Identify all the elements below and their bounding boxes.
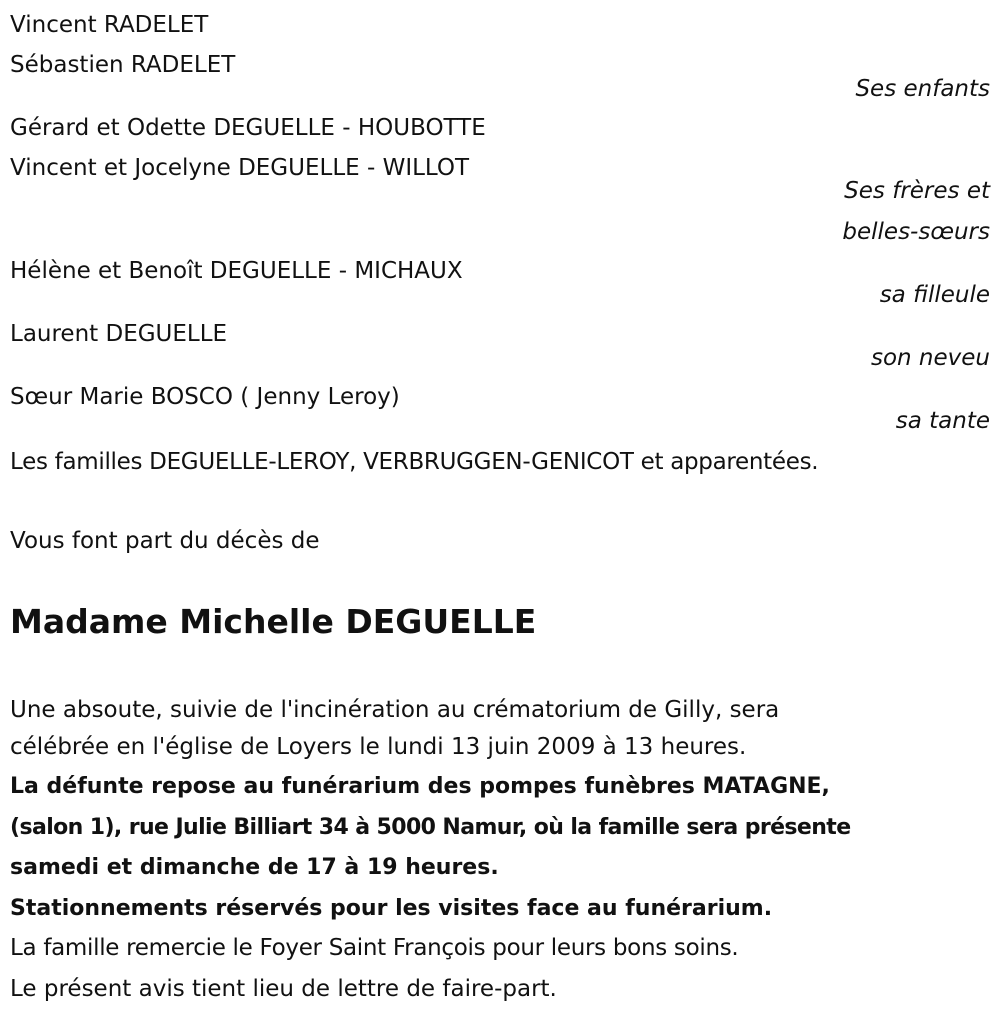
deceased-name: Madame Michelle DEGUELLE xyxy=(10,602,537,641)
details-bold-line: Stationnements réservés pour les visites face au funérarium. xyxy=(10,896,773,921)
relation-label: sa filleule xyxy=(879,282,990,308)
details-bold-line: samedi et dimanche de 17 à 19 heures. xyxy=(10,855,499,880)
goddaughter-name: Hélène et Benoît DEGUELLE - MICHAUX xyxy=(10,258,463,284)
relation-label: belles-sœurs xyxy=(842,219,990,245)
families-line: Les familles DEGUELLE-LEROY, VERBRUGGEN-GENICOT et apparentées. xyxy=(10,449,819,475)
closing-line: La famille remercie le Foyer Saint François pour leurs bons soins. xyxy=(10,935,739,961)
child-name: Vincent RADELET xyxy=(10,12,209,38)
child-name: Sébastien RADELET xyxy=(10,52,236,78)
relation-label: son neveu xyxy=(870,345,990,371)
intro-text: Vous font part du décès de xyxy=(10,528,320,554)
details-bold-line: (salon 1), rue Julie Billiart 34 à 5000 Namur, où la famille sera présente xyxy=(10,815,851,840)
details-line: célébrée en l'église de Loyers le lundi 13 juin 2009 à 13 heures. xyxy=(10,734,747,760)
relation-label: Ses frères et xyxy=(844,178,990,204)
relation-label: sa tante xyxy=(895,408,990,434)
aunt-name: Sœur Marie BOSCO ( Jenny Leroy) xyxy=(10,384,400,410)
relation-label: Ses enfants xyxy=(855,76,990,102)
nephew-name: Laurent DEGUELLE xyxy=(10,321,228,347)
details-bold-line: La défunte repose au funérarium des pompes funèbres MATAGNE, xyxy=(10,774,830,799)
closing-line: Le présent avis tient lieu de lettre de faire-part. xyxy=(10,976,557,1002)
sibling-name: Vincent et Jocelyne DEGUELLE - WILLOT xyxy=(10,155,470,181)
sibling-name: Gérard et Odette DEGUELLE - HOUBOTTE xyxy=(10,115,486,141)
details-line: Une absoute, suivie de l'incinération au crématorium de Gilly, sera xyxy=(10,697,780,723)
